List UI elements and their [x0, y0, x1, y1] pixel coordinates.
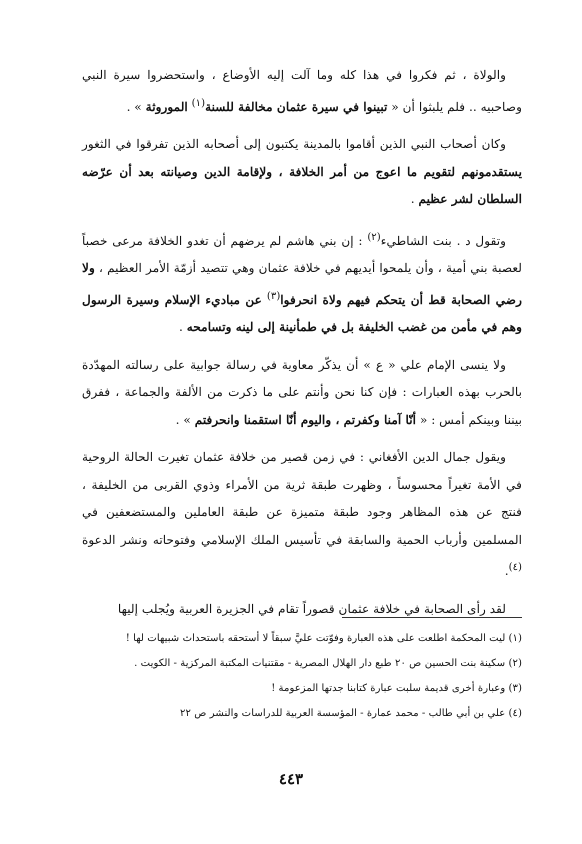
emphasis: الموروثة — [145, 99, 188, 114]
footnote-ref[interactable]: (٣) — [266, 290, 281, 302]
emphasis: أنّا آمنا وكفرتم ، واليوم أنّا استقمنا وانحرفتم — [194, 412, 416, 427]
footnotes — [82, 626, 522, 726]
footnote-separator — [342, 617, 522, 618]
footnote-ref[interactable]: (١) — [191, 97, 206, 109]
paragraph-1: والولاة ، ثم فكروا في هذا كله وما آلت إليه الأوضاع ، واستحضروا سيرة النبي وصاحبيه .. فلم يلبثوا أن « تبينوا في سيرة عثمان مخالفة للسنة$^{(١)}$ الموروثة » . — [82, 68, 522, 114]
footnote-1: (١) ليت المحكمة اطلعت على هذه العبارة وفوّتت عليَّ سبقاً لا أستحقه باستحداث شبيهات لها ! — [125, 633, 522, 644]
paragraph-5: ويقول جمال الدين الأفغاني : في زمن قصير من خلافة عثمان تغيرت الحالة الروحية في الأمة تغيراً محسوساً ، وظهرت طبقة ثرية من الأمراء وذوي القربى من الخليفة ، فنتج عن هذه المظاهر وجود طبقة متميزة عن طبقة العاملين والمستضعفين في المسلمين وأرباب الحمية والسابقة في تأسيس الملك الإسلامي وفتوحاته ونشر الدعوة $^{(٤)}$. — [82, 450, 522, 579]
page-number: ٤٤٣ — [278, 770, 304, 788]
paragraph-6: لقد رأى الصحابة في خلافة عثمان قصوراً تقام في الجزيرة العربية ويُجلب إليها — [117, 601, 506, 616]
footnote-ref[interactable]: (٢) — [367, 231, 381, 243]
paragraph-4: ولا ينسى الإمام علي « ع » أن يذكّر معاوية في رسالة جوابية على رسالته المهدّدة بالحرب بهذه العبارات : فإن كنا نحن وأنتم على ما ذكرت من الألفة والجماعة ، ففرق بيننا وبينكم أمس : « أنّا آمنا وكفرتم ، واليوم أنّا استقمنا وانحرفتم » . — [82, 357, 522, 427]
main-text — [82, 62, 522, 623]
paragraph-2: وكان أصحاب النبي الذين أقاموا بالمدينة يكتبون إلى أصحابه الذين تفرقوا في الثغور يستقدمونهم لتقويم ما اعوج من أمر الخلافة ، ولإقامة الدين وصيانته بعد أن عرّضه السلطان لشر عظيم . — [82, 137, 522, 207]
emphasis: ولا رضي الصحابة قط أن يتحكم فيهم ولاة انحرفوا — [82, 261, 522, 307]
paragraph-3: وتقول د . بنت الشاطيء$^{(٢)}$ : إن بني هاشم لم يرضهم أن تغدو الخلافة مرعى خصباً لعصبة بني أمية ، وأن يلمحوا أيديهم في خلافة عثمان وهي تتصيد أزمّة الأمر العظيم ، ولا رضي الصحابة قط أن يتحكم فيهم ولاة انحرفوا$^{(٣)}$ عن مباديء الإسلام وسيرة الرسول وهم في مأمن من غضب الخليفة بل في طمأنينة إلى لينه وتسامحه . — [82, 231, 522, 335]
footnote-3: (٣) وعبارة أخرى قديمة سلبت عبارة كتابنا جدتها المزعومة ! — [271, 683, 522, 694]
footnote-2: (٢) سكينة بنت الحسين ص ٢٠ طبع دار الهلال المصرية - مقتنيات المكتبة المركزية - الكويت . — [134, 658, 522, 669]
footnote-ref[interactable]: (٤) — [508, 562, 522, 574]
emphasis: تبينوا في سيرة عثمان مخالفة للسنة — [205, 99, 388, 114]
emphasis: يستقدمونهم لتقويم ما اعوج من أمر الخلافة ، ولإقامة الدين وصيانته بعد أن عرّضه السلطان لشر عظيم — [82, 164, 522, 207]
footnote-4: (٤) علي بن أبي طالب - محمد عمارة - المؤسسة العربية للدراسات والنشر ص ٢٢ — [180, 708, 522, 719]
emphasis: عن مباديء الإسلام وسيرة الرسول وهم في مأمن من غضب الخليفة بل في طمأنينة إلى لينه وتسامحه — [82, 292, 522, 335]
